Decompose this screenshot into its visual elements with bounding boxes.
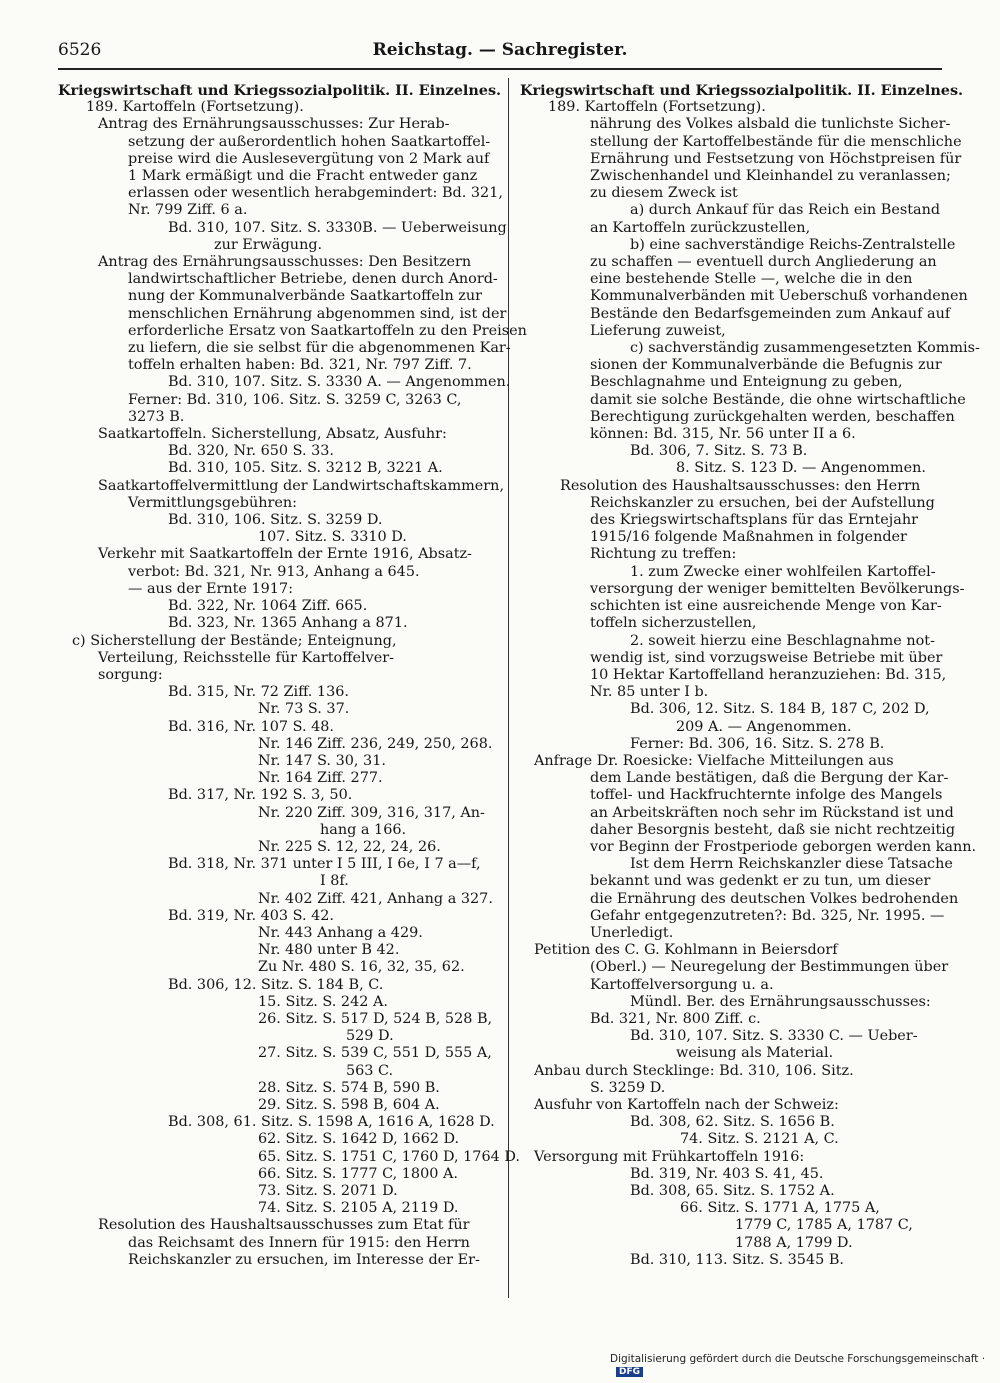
text-line: Bd. 316, Nr. 107 S. 48.: [168, 718, 335, 735]
text-line: Ferner: Bd. 310, 106. Sitz. S. 3259 C, 3263 C,: [128, 391, 462, 408]
text-line: toffeln sicherzustellen,: [590, 615, 757, 632]
text-line: vor Beginn der Frostperiode geborgen werden kann.: [590, 838, 977, 855]
text-line: Bd. 306, 12. Sitz. S. 184 B, 187 C, 202 D,: [630, 701, 930, 718]
text-line: Nr. 220 Ziff. 309, 316, 317, An-: [258, 804, 485, 821]
text-line: Bd. 310, 107. Sitz. S. 3330 C. — Ueber-: [630, 1028, 918, 1045]
text-line: Nr. 146 Ziff. 236, 249, 250, 268.: [258, 735, 493, 752]
text-line: stellung der Kartoffelbestände für die menschliche: [590, 133, 962, 150]
text-line: 529 D.: [346, 1028, 394, 1045]
text-line: 8. Sitz. S. 123 D. — Angenommen.: [676, 460, 926, 477]
text-line: b) eine sachverständige Reichs-Zentralstelle: [630, 236, 956, 253]
text-line: 2. soweit hierzu eine Beschlagnahme not-: [630, 632, 935, 649]
text-line: Versorgung mit Frühkartoffeln 1916:: [534, 1148, 805, 1165]
text-line: Antrag des Ernährungsausschusses: Den Besitzern: [98, 254, 472, 271]
credit-text: Digitalisierung gefördert durch die Deutsche Forschungsgemeinschaft ·: [610, 1353, 986, 1365]
text-line: 1788 A, 1799 D.: [735, 1234, 853, 1251]
text-line: (Oberl.) — Neuregelung der Bestimmungen über: [590, 959, 949, 976]
text-line: 107. Sitz. S. 3310 D.: [258, 529, 407, 546]
left-heading: Kriegswirtschaft und Kriegssozialpolitik. II. Einzelnes.: [58, 82, 502, 99]
text-line: Nr. 147 S. 30, 31.: [258, 752, 386, 769]
text-line: Ausfuhr von Kartoffeln nach der Schweiz:: [534, 1096, 839, 1113]
text-line: Resolution des Haushaltsausschusses: den Herrn: [560, 477, 921, 494]
text-line: toffel- und Hackfruchternte infolge des Mangels: [590, 787, 943, 804]
text-line: 1 Mark ermäßigt und die Fracht entweder ganz: [128, 168, 478, 185]
text-line: 74. Sitz. S. 2121 A, C.: [680, 1131, 839, 1148]
text-line: Bd. 315, Nr. 72 Ziff. 136.: [168, 684, 349, 701]
text-line: daher Besorgnis besteht, daß sie nicht rechtzeitig: [590, 821, 956, 838]
text-line: Nr. 443 Anhang a 429.: [258, 924, 423, 941]
text-line: Bd. 308, 61. Sitz. S. 1598 A, 1616 A, 1628 D.: [168, 1114, 495, 1131]
text-line: 66. Sitz. S. 1771 A, 1775 A,: [680, 1200, 880, 1217]
text-line: 1. zum Zwecke einer wohlfeilen Kartoffel-: [630, 563, 936, 580]
text-line: erlassen oder wesentlich herabgemindert: Bd. 321,: [128, 185, 503, 202]
text-line: Reichskanzler zu ersuchen, bei der Aufstellung: [590, 494, 935, 511]
right-subheading: 189. Kartoffeln (Fortsetzung).: [548, 99, 766, 116]
text-line: Bd. 323, Nr. 1365 Anhang a 871.: [168, 615, 408, 632]
text-line: Zu Nr. 480 S. 16, 32, 35, 62.: [258, 959, 465, 976]
text-line: Kartoffelversorgung u. a.: [590, 976, 774, 993]
text-line: zu schaffen — eventuell durch Angliederung an: [590, 254, 937, 271]
text-line: des Kriegswirtschaftsplans für das Erntejahr: [590, 512, 918, 529]
text-line: 3273 B.: [128, 408, 185, 425]
text-line: 65. Sitz. S. 1751 C, 1760 D, 1764 D.: [258, 1148, 520, 1165]
text-line: Nr. 480 unter B 42.: [258, 942, 400, 959]
text-line: Richtung zu treffen:: [590, 546, 737, 563]
digitization-credit: [610, 1353, 1000, 1377]
text-line: 29. Sitz. S. 598 B, 604 A.: [258, 1096, 440, 1113]
text-line: Nr. 164 Ziff. 277.: [258, 770, 383, 787]
running-title: Reichstag. — Sachregister.: [372, 40, 628, 60]
text-line: 73. Sitz. S. 2071 D.: [258, 1183, 398, 1199]
text-line: Ernährung und Festsetzung von Höchstpreisen für: [590, 150, 962, 167]
text-line: menschlichen Ernährung abgenommen sind, ist der: [128, 305, 507, 322]
page-number: 6526: [58, 40, 102, 60]
text-line: Anfrage Dr. Roesicke: Vielfache Mitteilungen aus: [534, 752, 894, 769]
text-line: c) sachverständig zusammengesetzten Kommis-: [630, 340, 980, 357]
text-line: Bd. 308, 65. Sitz. S. 1752 A.: [630, 1183, 835, 1199]
text-line: wendig ist, sind vorzugsweise Betriebe mit über: [590, 649, 943, 666]
text-line: 563 C.: [346, 1062, 394, 1079]
text-line: eine bestehende Stelle —, welche die in den: [590, 271, 913, 288]
text-line: die Ernährung des deutschen Volkes bedrohenden: [590, 890, 959, 907]
text-line: hang a 166.: [320, 821, 407, 838]
text-line: Bd. 320, Nr. 650 S. 33.: [168, 443, 335, 460]
text-line: Berechtigung zurückgehalten werden, beschaffen: [590, 408, 955, 425]
text-line: Nr. 85 unter I b.: [590, 684, 709, 701]
text-line: zu liefern, die sie selbst für die abgenommenen Kar-: [128, 340, 511, 357]
text-line: Verkehr mit Saatkartoffeln der Ernte 1916, Absatz-: [98, 546, 472, 563]
left-subheading: 189. Kartoffeln (Fortsetzung).: [86, 99, 304, 116]
text-line: versorgung der weniger bemittelten Bevölkerungs-: [590, 580, 965, 597]
text-line: preise wird die Auslesevergütung von 2 Mark auf: [128, 150, 490, 167]
text-line: S. 3259 D.: [590, 1079, 666, 1096]
text-line: Bd. 322, Nr. 1064 Ziff. 665.: [168, 598, 368, 615]
text-line: Bd. 310, 107. Sitz. S. 3330 A. — Angenommen.: [168, 374, 511, 391]
text-line: Anbau durch Stecklinge: Bd. 310, 106. Sitz.: [534, 1062, 854, 1079]
text-line: 28. Sitz. S. 574 B, 590 B.: [258, 1079, 440, 1096]
text-line: a) durch Ankauf für das Reich ein Bestand: [630, 202, 941, 219]
dfg-logo: DFG: [616, 1367, 643, 1377]
text-line: Zwischenhandel und Kleinhandel zu veranlassen;: [590, 168, 951, 185]
text-line: Petition des C. G. Kohlmann in Beiersdorf: [534, 942, 838, 959]
text-line: 26. Sitz. S. 517 D, 524 B, 528 B,: [258, 1010, 493, 1027]
text-line: Nr. 799 Ziff. 6 a.: [128, 202, 248, 219]
text-line: I 8f.: [320, 873, 349, 890]
text-line: weisung als Material.: [676, 1045, 834, 1062]
text-line: landwirtschaftlicher Betriebe, denen durch Anord-: [128, 271, 498, 288]
text-line: Bd. 318, Nr. 371 unter I 5 III, I 6e, I 7 a—f,: [168, 856, 481, 873]
text-line: Mündl. Ber. des Ernährungsausschusses:: [630, 993, 931, 1010]
text-line: c) Sicherstellung der Bestände; Enteignung,: [72, 632, 397, 649]
text-line: Lieferung zuweist,: [590, 322, 726, 339]
text-line: Nr. 225 S. 12, 22, 24, 26.: [258, 838, 441, 855]
text-line: 74. Sitz. S. 2105 A, 2119 D.: [258, 1200, 459, 1217]
text-line: — aus der Ernte 1917:: [128, 580, 293, 597]
text-line: Verteilung, Reichsstelle für Kartoffelver-: [98, 649, 394, 666]
text-line: 1915/16 folgende Maßnahmen in folgender: [590, 529, 907, 546]
text-line: können: Bd. 315, Nr. 56 unter II a 6.: [590, 426, 856, 443]
text-line: Bestände den Bedarfsgemeinden zum Ankauf auf: [590, 305, 951, 322]
text-line: erforderliche Ersatz von Saatkartoffeln zu den Preisen: [128, 322, 527, 339]
text-line: Reichskanzler zu ersuchen, im Interesse der Er-: [128, 1251, 480, 1268]
text-line: das Reichsamt des Innern für 1915: den Herrn: [128, 1234, 470, 1251]
text-line: Saatkartoffelvermittlung der Landwirtschaftskammern,: [98, 477, 505, 494]
text-line: Beschlagnahme und Enteignung zu geben,: [590, 374, 903, 391]
text-line: dem Lande bestätigen, daß die Bergung der Kar-: [590, 770, 949, 787]
text-line: nung der Kommunalverbände Saatkartoffeln zur: [128, 288, 483, 305]
text-line: verbot: Bd. 321, Nr. 913, Anhang a 645.: [128, 563, 420, 580]
text-line: Nr. 402 Ziff. 421, Anhang a 327.: [258, 890, 493, 907]
text-line: Bd. 310, 106. Sitz. S. 3259 D.: [168, 512, 383, 529]
text-line: Bd. 306, 12. Sitz. S. 184 B, C.: [168, 976, 384, 993]
text-line: 62. Sitz. S. 1642 D, 1662 D.: [258, 1131, 460, 1148]
text-line: an Kartoffeln zurückzustellen,: [590, 219, 811, 236]
text-line: Bd. 310, 113. Sitz. S. 3545 B.: [630, 1251, 844, 1268]
text-line: Ferner: Bd. 306, 16. Sitz. S. 278 B.: [630, 735, 885, 752]
text-line: Resolution des Haushaltsausschusses zum Etat für: [98, 1217, 470, 1234]
text-line: Kommunalverbänden mit Ueberschuß vorhandenen: [590, 288, 968, 305]
text-line: 27. Sitz. S. 539 C, 551 D, 555 A,: [258, 1045, 492, 1062]
text-line: schichten ist eine ausreichende Menge von Kar-: [590, 598, 942, 615]
text-line: toffeln erhalten haben: Bd. 321, Nr. 797 Ziff. 7.: [128, 357, 472, 374]
text-line: 209 A. — Angenommen.: [676, 718, 852, 735]
text-line: Bd. 306, 7. Sitz. S. 73 B.: [630, 443, 808, 460]
text-line: Bd. 310, 107. Sitz. S. 3330B. — Ueberweisung: [168, 219, 507, 236]
page-header: [58, 40, 942, 64]
text-line: bekannt und was gedenkt er zu tun, um dieser: [590, 873, 931, 890]
header-rule: [58, 68, 942, 70]
text-line: 15. Sitz. S. 242 A.: [258, 993, 388, 1010]
text-line: sorgung:: [98, 666, 163, 683]
text-line: Bd. 319, Nr. 403 S. 42.: [168, 907, 335, 924]
text-line: Saatkartoffeln. Sicherstellung, Absatz, Ausfuhr:: [98, 426, 447, 443]
right-column: [520, 82, 980, 1269]
right-heading: Kriegswirtschaft und Kriegssozialpolitik. II. Einzelnes.: [520, 82, 964, 99]
text-line: damit sie solche Bestände, die ohne wirtschaftliche: [590, 391, 966, 408]
text-line: 10 Hektar Kartoffelland heranzuziehen: Bd. 315,: [590, 666, 947, 683]
column-divider: [508, 78, 509, 1298]
text-line: Gefahr entgegenzutreten?: Bd. 325, Nr. 1995. —: [590, 907, 945, 924]
text-line: Unerledigt.: [590, 924, 674, 941]
text-line: nährung des Volkes alsbald die tunlichste Sicher-: [590, 116, 951, 133]
text-line: Vermittlungsgebühren:: [128, 494, 298, 511]
text-line: Ist dem Herrn Reichskanzler diese Tatsache: [630, 856, 953, 873]
text-line: setzung der außerordentlich hohen Saatkartoffel-: [128, 133, 491, 150]
text-line: 1779 C, 1785 A, 1787 C,: [735, 1217, 913, 1234]
text-line: an Arbeitskräften noch sehr im Rückstand ist und: [590, 804, 954, 821]
text-line: Bd. 321, Nr. 800 Ziff. c.: [590, 1010, 761, 1027]
text-line: Antrag des Ernährungsausschusses: Zur Herab-: [98, 116, 450, 133]
left-column: [58, 82, 527, 1269]
text-line: Nr. 73 S. 37.: [258, 701, 350, 718]
text-line: Bd. 319, Nr. 403 S. 41, 45.: [630, 1165, 824, 1182]
text-line: Bd. 317, Nr. 192 S. 3, 50.: [168, 787, 353, 804]
text-line: Bd. 308, 62. Sitz. S. 1656 B.: [630, 1114, 835, 1131]
text-line: zu diesem Zweck ist: [590, 185, 738, 202]
text-line: Bd. 310, 105. Sitz. S. 3212 B, 3221 A.: [168, 460, 443, 477]
text-line: zur Erwägung.: [214, 236, 323, 253]
text-line: 66. Sitz. S. 1777 C, 1800 A.: [258, 1165, 458, 1182]
text-line: sionen der Kommunalverbände die Befugnis zur: [590, 357, 942, 374]
